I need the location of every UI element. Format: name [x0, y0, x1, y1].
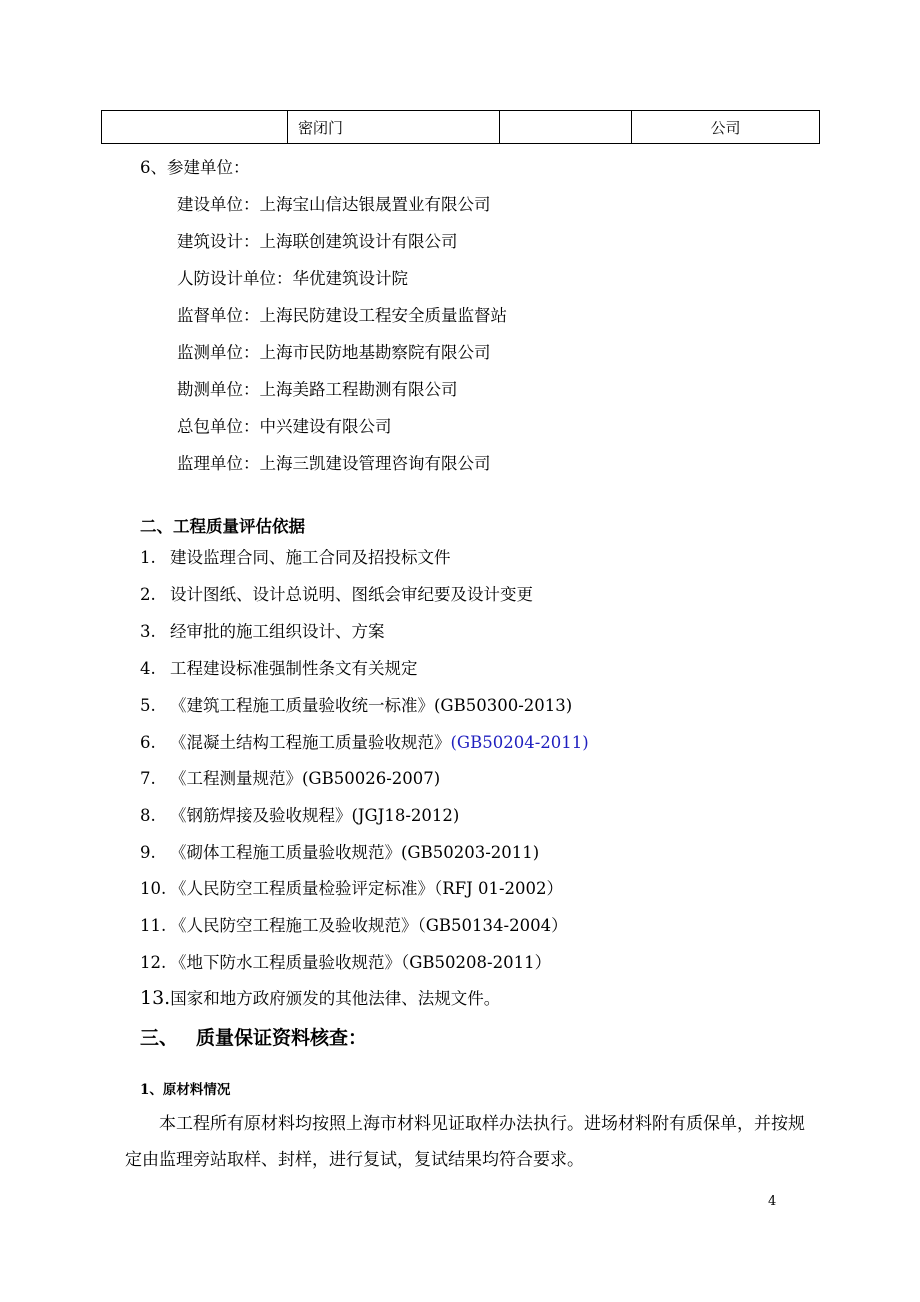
table-cell-4: 公司 — [632, 111, 820, 144]
section3-heading — [140, 1025, 367, 1051]
participant-item: 人防设计单位：华优建筑设计院 — [177, 269, 408, 288]
list-item-text: 《砌体工程施工质量验收规范》(GB50203-2011) — [170, 843, 540, 862]
list-item — [140, 805, 459, 827]
participant-item: 总包单位：中兴建设有限公司 — [177, 417, 392, 436]
list-item-number: 8. — [140, 806, 156, 825]
list-item-text: 《建筑工程施工质量验收统一标准》(GB50300-2013) — [170, 696, 573, 715]
participants-heading: 6、参建单位： — [140, 158, 250, 177]
section3-subheading: 1、原材料情况 — [140, 1082, 231, 1098]
section3-title: 质量保证资料核查： — [196, 1027, 368, 1049]
list-item-number: 3. — [140, 622, 156, 641]
list-item — [140, 952, 551, 974]
participant-item: 勘测单位：上海美路工程勘测有限公司 — [177, 380, 458, 399]
participant-item: 监理单位：上海三凯建设管理咨询有限公司 — [177, 454, 491, 473]
list-item — [140, 584, 533, 606]
list-item-text: 设计图纸、设计总说明、图纸会审纪要及设计变更 — [170, 585, 533, 604]
list-item — [140, 621, 385, 643]
list-item-text: 《混凝土结构工程施工质量验收规范》 — [170, 733, 451, 752]
list-item — [140, 695, 572, 717]
table-cell-3 — [500, 111, 632, 144]
list-item-number: 4. — [140, 659, 156, 678]
list-item-text: 《人民防空工程质量检验评定标准》（RFJ 01-2002） — [170, 879, 564, 898]
list-item — [140, 878, 563, 900]
participant-item: 监督单位：上海民防建设工程安全质量监督站 — [177, 306, 507, 325]
participant-item: 建筑设计：上海联创建筑设计有限公司 — [177, 232, 458, 251]
list-item-number: 10. — [140, 879, 167, 898]
section2-heading: 二、工程质量评估依据 — [140, 517, 305, 536]
list-item-text: 工程建设标准强制性条文有关规定 — [170, 659, 418, 678]
list-item-number: 12. — [140, 953, 167, 972]
list-item-text: 经审批的施工组织设计、方案 — [170, 622, 385, 641]
list-item-text: 《工程测量规范》(GB50026-2007) — [170, 769, 441, 788]
list-item-number: 6. — [140, 733, 156, 752]
list-item — [140, 842, 539, 864]
list-item — [140, 915, 568, 937]
list-item-number: 9. — [140, 843, 156, 862]
list-item-number: 1. — [140, 548, 156, 567]
list-item-number: 2. — [140, 585, 156, 604]
table-cell-1 — [102, 111, 288, 144]
list-item — [140, 658, 418, 680]
list-item — [140, 547, 451, 569]
section3-number: 三、 — [140, 1027, 179, 1049]
list-item-number: 11. — [140, 916, 167, 935]
list-item-number: 5. — [140, 696, 156, 715]
list-item-text: 《人民防空工程施工及验收规范》（GB50134-2004） — [170, 916, 568, 935]
body-paragraph: 本工程所有原材料均按照上海市材料见证取样办法执行。进场材料附有质保单，并按规定由监理旁站取样、封样，进行复试，复试结果均符合要求。 — [125, 1114, 805, 1170]
list-item — [140, 768, 440, 790]
list-item-text: 《钢筋焊接及验收规程》(JGJ18-2012) — [170, 806, 460, 825]
list-item-number: 7. — [140, 769, 156, 788]
list-item-text: 《地下防水工程质量验收规范》（GB50208-2011） — [170, 953, 552, 972]
list-item-text: 建设监理合同、施工合同及招投标文件 — [170, 548, 451, 567]
page-number: 4 — [768, 1194, 777, 1209]
list-item — [140, 987, 500, 1010]
list-item-number: 13. — [140, 987, 171, 1009]
participant-item: 监测单位：上海市民防地基勘察院有限公司 — [177, 343, 491, 362]
table-row — [101, 110, 820, 144]
participant-item: 建设单位：上海宝山信达银晟置业有限公司 — [177, 195, 491, 214]
list-item-text: 国家和地方政府颁发的其他法律、法规文件。 — [170, 989, 501, 1008]
list-item-code: (GB50204-2011) — [450, 733, 589, 752]
list-item — [140, 732, 589, 754]
table-cell-2: 密闭门 — [288, 111, 500, 144]
